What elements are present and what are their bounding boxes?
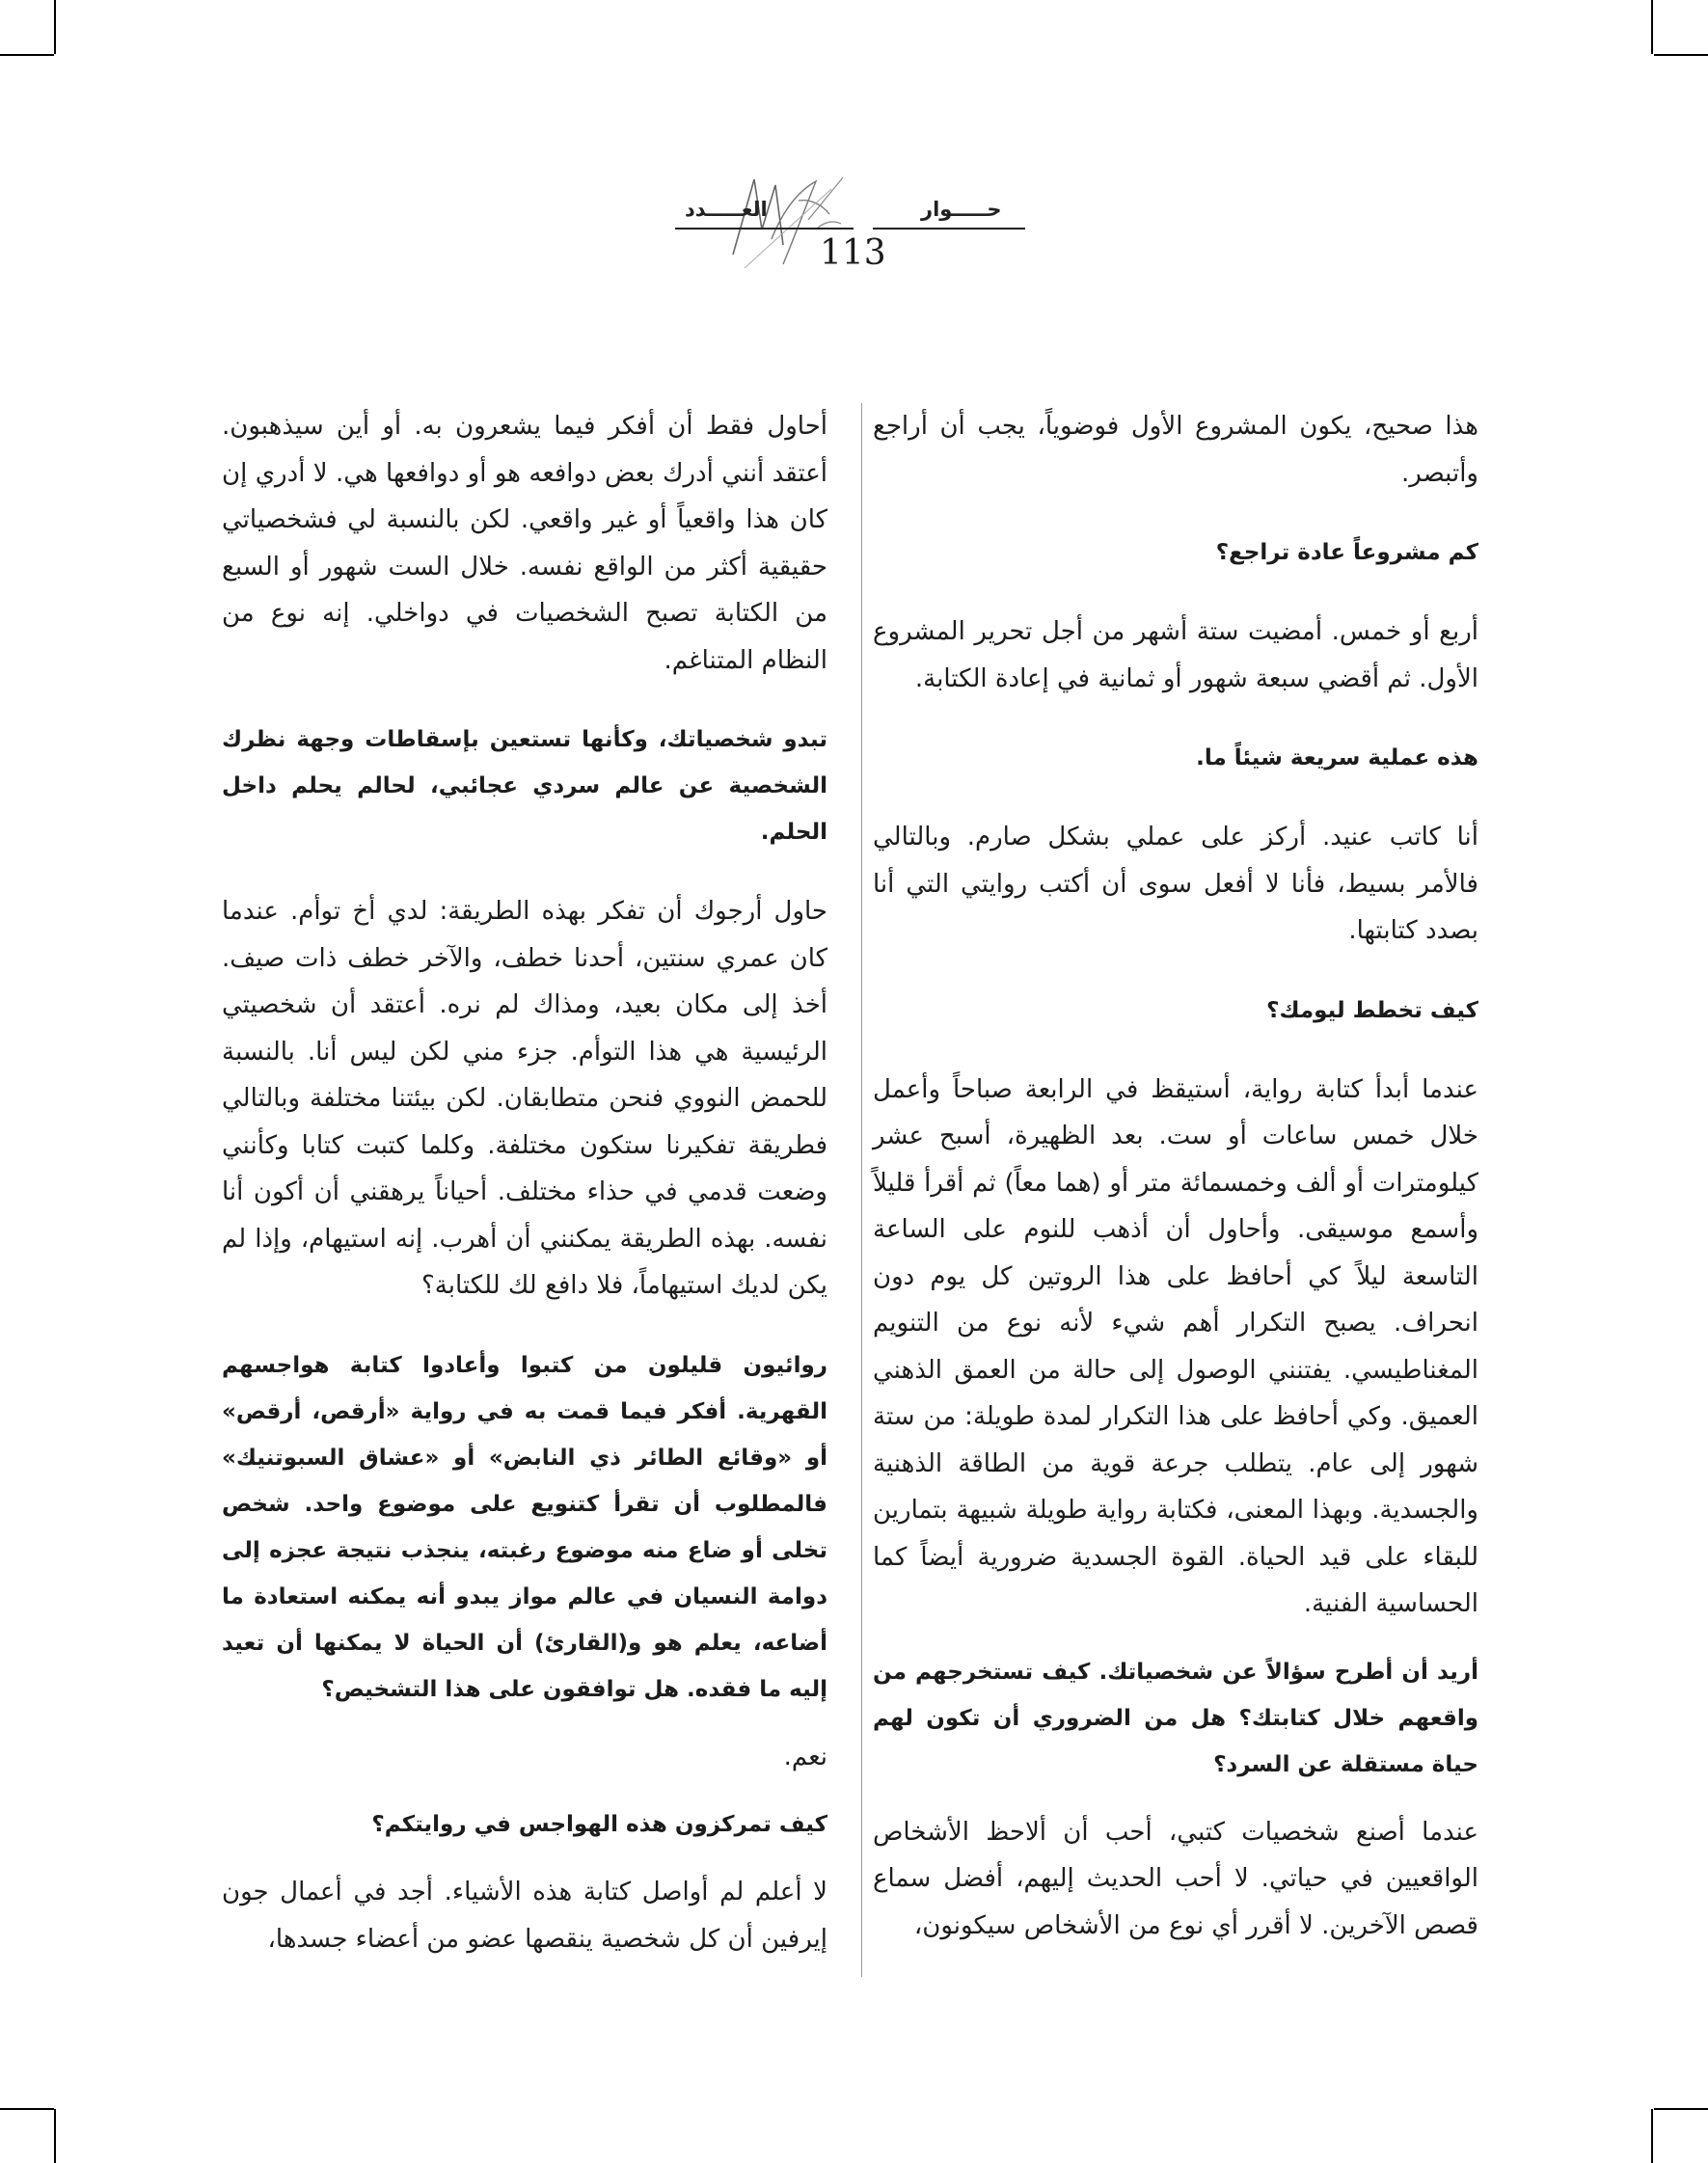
answer-paragraph: عندما أصنع شخصيات كتبي، أحب أن ألاحظ الأشخاص الواقعيين في حياتي. لا أحب الحديث إليهم، أفضل سماع قصص الآخرين. لا أقرر أي نوع من الأشخاص سيكونون، — [873, 1817, 1478, 1940]
answer-paragraph: حاول أرجوك أن تفكر بهذه الطريقة: لدي أخ توأم. عندما كان عمري سنتين، أحدنا خطف، والآخر خطف ذات صيف. أخذ إلى مكان بعيد، ومذاك لم نره. أعتقد أن شخصيتي الرئيسية هي هذا التوأم. جزء مني لكن ليس أنا. بالنسبة للحمض النووي فنحن متطابقان. لكن بيئتنا مختلفة وبالتالي فطريقة تفكيرنا ستكون مختلفة. وكلما كتبت كتابا وكأنني وضعت قدمي في حذاء مختلف. أحياناً يرهقني أن أكون أنا نفسه. بهذه الطريقة يمكنني أن أهرب. إنه استيهام، وإذا لم يكن لديك استيهاماً، فلا دافع لك للكتابة؟ — [222, 897, 827, 1300]
interview-question: روائيون قليلون من كتبوا وأعادوا كتابة هواجسهم القهرية. أفكر فيما قمت به في رواية «أرقص، أرقص» أو «وقائع الطائر ذي النابض» أو «عشاق السبوتنيك» فالمطلوب أن تقرأ كتنويع على موضوع واحد. شخص تخلى أو ضاع منه موضوع رغبته، ينجذب نتيجة عجزه إلى دوامة النسيان في عالم مواز يبدو أنه يمكنه استعادة ما أضاعه، يعلم هو و(القارئ) أن الحياة لا يمكنها أن تعيد إليه ما فقده. هل توافقون على هذا التشخيص؟ — [222, 1352, 827, 1702]
answer-paragraph: نعم. — [783, 1742, 827, 1771]
header-rule — [873, 228, 1025, 230]
left-column — [222, 403, 827, 1962]
crop-mark — [0, 2108, 54, 2110]
answer-paragraph: أربع أو خمس. أمضيت ستة أشهر من أجل تحرير المشروع الأول. ثم أقضي سبعة شهور أو ثمانية في إعادة الكتابة. — [873, 617, 1478, 693]
answer-paragraph: أنا كاتب عنيد. أركز على عملي بشكل صارم. وبالتالي فالأمر بسيط، فأنا لا أفعل سوى أن أكتب روايتي التي أنا بصدد كتابتها. — [873, 823, 1478, 945]
header-rule — [675, 228, 854, 230]
interview-question: أريد أن أطرح سؤالاً عن شخصياتك. كيف تستخرجهم من واقعهم خلال كتابتك؟ هل من الضروري أن تكون لهم حياة مستقلة عن السرد؟ — [873, 1659, 1478, 1777]
page-header — [0, 0, 1708, 289]
interview-question: كيف تمركزون هذه الهواجس في روايتكم؟ — [371, 1812, 827, 1837]
crop-mark — [54, 2109, 56, 2163]
right-column — [873, 403, 1478, 1949]
interview-question: كيف تخطط ليومك؟ — [1266, 997, 1478, 1023]
answer-paragraph: هذا صحيح، يكون المشروع الأول فوضوياً، يجب أن أراجع وأتبصر. — [873, 412, 1478, 488]
answer-paragraph: عندما أبدأ كتابة رواية، أستيقظ في الرابعة صباحاً وأعمل خلال خمس ساعات أو ست. بعد الظهيرة، أسبح عشر كيلومترات أو ألف وخمسمائة متر أو (هما معاً) ثم أقرأ قليلاً وأسمع موسيقى. وأحاول أن أذهب للنوم على الساعة التاسعة ليلاً كي أحافظ على هذا الروتين كل يوم دون انحراف. يصبح التكرار أهم شيء لأنه نوع من التنويم المغناطيسي. يفتنني الوصول إلى حالة من العمق الذهني العميق. وكي أحافظ على هذا التكرار لمدة طويلة: من ستة شهور إلى عام. يتطلب جرعة قوية من الطاقة الذهنية والجسدية. وبهذا المعنى، فكتابة رواية طويلة شبيهة بتمارين للبقاء على قيد الحياة. القوة الجسدية ضرورية أيضاً كما الحساسية الفنية. — [873, 1074, 1478, 1618]
section-title: حـــــوار — [921, 198, 1002, 221]
issue-label: العـــــدد — [685, 198, 768, 221]
column-divider — [861, 403, 862, 1977]
page-number: 113 — [820, 233, 886, 273]
answer-paragraph: أحاول فقط أن أفكر فيما يشعرون به. أو أين سيذهبون. أعتقد أنني أدرك بعض دوافعه هو أو دوافعها هي. لا أدري إن كان هذا واقعياً أو غير واقعي. لكن بالنسبة لي فشخصياتي حقيقية أكثر من الواقع نفسه. خلال الست شهور أو السبع من الكتابة تصبح الشخصيات في دواخلي. إنه نوع من النظام المتناغم. — [222, 412, 827, 675]
interview-question: كم مشروعاً عادة تراجع؟ — [1215, 540, 1478, 565]
interview-question: تبدو شخصياتك، وكأنها تستعين بإسقاطات وجهة نظرك الشخصية عن عالم سردي عجائبي، لحالم يحلم داخل الحلم. — [222, 727, 827, 845]
crop-mark — [1651, 2109, 1653, 2163]
interview-question: هذه عملية سريعة شيئاً ما. — [1196, 745, 1478, 771]
answer-paragraph: لا أعلم لم أواصل كتابة هذه الأشياء. أجد في أعمال جون إيرفين أن كل شخصية ينقصها عضو من أعضاء جسدها، — [222, 1878, 827, 1954]
crop-mark — [1654, 2108, 1708, 2110]
